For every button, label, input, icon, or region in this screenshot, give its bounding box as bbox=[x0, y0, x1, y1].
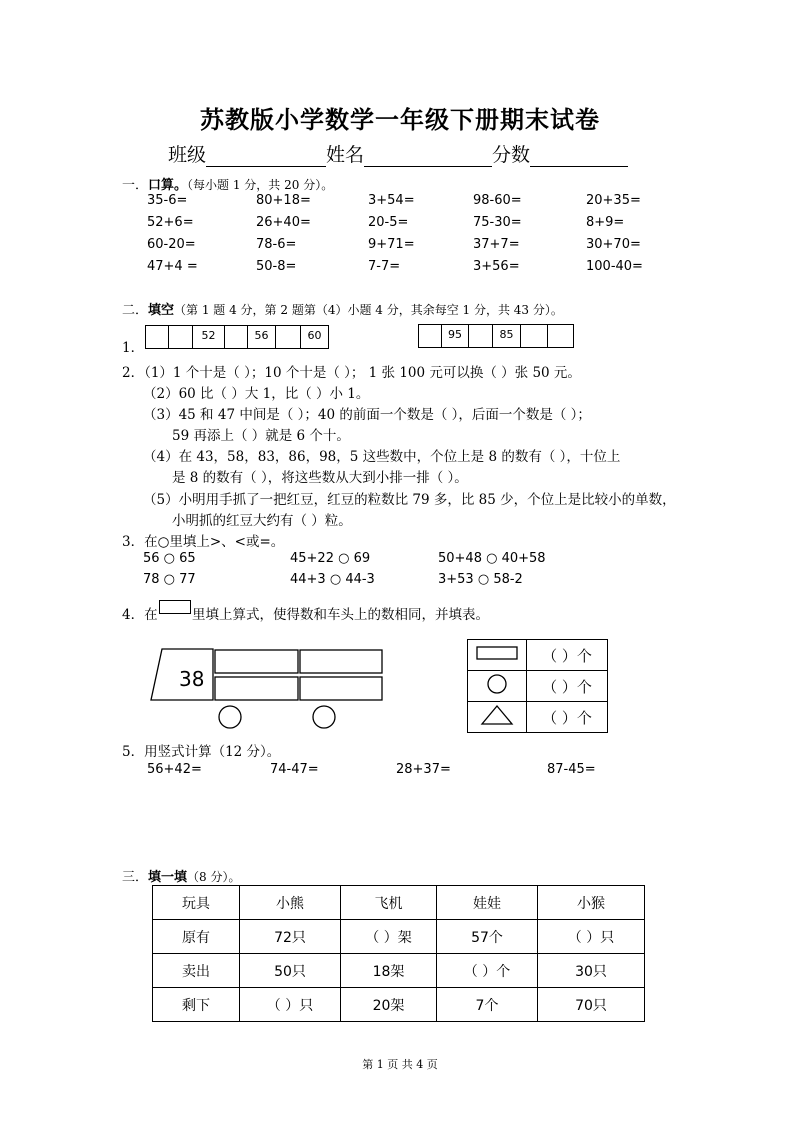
shape-count-cell[interactable]: （ ）个 bbox=[527, 640, 608, 671]
truck-slot bbox=[300, 650, 382, 673]
vertical-calc-item: 56+42= bbox=[147, 762, 202, 777]
section3-heading bbox=[122, 866, 240, 885]
sequence-cell: 85 bbox=[492, 324, 521, 348]
compare-item: 44+3 ○ 44-3 bbox=[290, 572, 375, 587]
calc-item: 80+18= bbox=[256, 193, 311, 208]
calc-item: 20+35= bbox=[586, 193, 641, 208]
section1-title: 口算。 bbox=[148, 178, 188, 193]
page-title: 苏教版小学数学一年级下册期末试卷 bbox=[200, 105, 600, 134]
q2-line-5: （4）在 43，58，83，86，98，5 这些数中，个位上是 8 的数有（ ），十位上 bbox=[143, 449, 621, 465]
vertical-calc-item: 87-45= bbox=[547, 762, 596, 777]
calc-item: 52+6= bbox=[147, 215, 194, 230]
compare-item: 56 ○ 65 bbox=[143, 551, 196, 566]
calc-item: 26+40= bbox=[256, 215, 311, 230]
sequence-cell[interactable] bbox=[418, 324, 442, 348]
table-cell: 70只 bbox=[538, 988, 645, 1022]
table-cell: 小猴 bbox=[538, 886, 645, 920]
calc-item: 7-7= bbox=[368, 259, 401, 274]
calc-item: 100-40= bbox=[586, 259, 643, 274]
table-cell: 20架 bbox=[341, 988, 437, 1022]
table-cell[interactable]: （ ）只 bbox=[240, 988, 341, 1022]
compare-item: 45+22 ○ 69 bbox=[290, 551, 371, 566]
calc-item: 3+54= bbox=[368, 193, 415, 208]
table-row bbox=[153, 988, 645, 1022]
sequence-cell[interactable] bbox=[275, 325, 301, 349]
class-field[interactable] bbox=[206, 148, 326, 167]
circle-icon bbox=[468, 671, 527, 702]
calc-item: 35-6= bbox=[147, 193, 188, 208]
score-field[interactable] bbox=[530, 148, 628, 167]
section3-note: （8 分）。 bbox=[187, 870, 241, 884]
table-cell: 卖出 bbox=[153, 954, 240, 988]
table-cell[interactable]: （ ）个 bbox=[437, 954, 538, 988]
q2-line-7: （5）小明用手抓了一把红豆，红豆的粒数比 79 多，比 85 少，个位上是比较小的单数， bbox=[143, 492, 676, 508]
calc-item: 37+7= bbox=[473, 237, 520, 252]
q2-line-2: （2）60 比（ ）大 1，比（ ）小 1。 bbox=[143, 386, 370, 402]
sequence-cell[interactable] bbox=[168, 325, 193, 349]
student-info-line bbox=[168, 140, 628, 167]
section1-number: 一． bbox=[122, 178, 149, 193]
class-label: 班级 bbox=[168, 144, 207, 166]
truck-wheel bbox=[313, 706, 335, 728]
truck-slot bbox=[215, 677, 298, 700]
table-cell[interactable]: （ ）只 bbox=[538, 920, 645, 954]
calc-item: 9+71= bbox=[368, 237, 415, 252]
calc-item: 50-8= bbox=[256, 259, 297, 274]
q4-suffix: 里填上算式，使得数和车头上的数相同，并填表。 bbox=[192, 607, 489, 623]
compare-item: 3+53 ○ 58-2 bbox=[438, 572, 523, 587]
toy-table bbox=[152, 885, 645, 1022]
table-cell: 30只 bbox=[538, 954, 645, 988]
shape-count-cell[interactable]: （ ）个 bbox=[527, 671, 608, 702]
compare-item: 50+48 ○ 40+58 bbox=[438, 551, 546, 566]
table-row bbox=[153, 954, 645, 988]
q1-label: 1． bbox=[122, 340, 145, 356]
sequence-cell[interactable] bbox=[520, 324, 548, 348]
table-row bbox=[153, 886, 645, 920]
calc-item: 78-6= bbox=[256, 237, 297, 252]
table-cell: 飞机 bbox=[341, 886, 437, 920]
score-label: 分数 bbox=[492, 144, 531, 166]
shape-count-cell[interactable]: （ ）个 bbox=[527, 702, 608, 733]
truck-number: 38 bbox=[179, 667, 205, 691]
page-footer: 第 1 页 共 4 页 bbox=[362, 1058, 438, 1071]
q4-prefix: 4．在 bbox=[122, 607, 158, 623]
name-label: 姓名 bbox=[326, 144, 365, 166]
section3-number: 三． bbox=[122, 870, 149, 885]
table-cell: 7个 bbox=[437, 988, 538, 1022]
table-cell: 18架 bbox=[341, 954, 437, 988]
truck-illustration bbox=[148, 644, 388, 734]
calc-item: 47+4 = bbox=[147, 259, 198, 274]
section1-heading bbox=[122, 174, 333, 193]
rectangle-icon bbox=[468, 640, 527, 671]
section2-heading bbox=[122, 299, 563, 318]
sequence-cell: 60 bbox=[300, 325, 329, 349]
vertical-calc-item: 74-47= bbox=[270, 762, 319, 777]
q2-line-6: 是 8 的数有（ ），将这些数从大到小排一排（ ）。 bbox=[172, 470, 468, 486]
sequence-cell: 52 bbox=[192, 325, 225, 349]
table-cell: 72只 bbox=[240, 920, 341, 954]
sequence-cell: 95 bbox=[441, 324, 469, 348]
table-cell: 原有 bbox=[153, 920, 240, 954]
sequence-cell[interactable] bbox=[224, 325, 248, 349]
calc-item: 75-30= bbox=[473, 215, 522, 230]
q2-line-4: 59 再添上（ ）就是 6 个十。 bbox=[172, 428, 350, 444]
q3-title: 3．在○里填上>、<或=。 bbox=[122, 534, 285, 550]
compare-item: 78 ○ 77 bbox=[143, 572, 196, 587]
q2-line-8: 小明抓的红豆大约有（ ）粒。 bbox=[172, 513, 352, 529]
section3-title: 填一填 bbox=[148, 870, 188, 885]
shape-count-table bbox=[467, 639, 608, 733]
section2-title: 填空 bbox=[148, 303, 175, 318]
answer-box-icon bbox=[159, 600, 191, 614]
q2-line-3: （3）45 和 47 中间是（ ）；40 的前面一个数是（ ），后面一个数是（ ）； bbox=[143, 407, 591, 423]
table-cell: 玩具 bbox=[153, 886, 240, 920]
calc-item: 30+70= bbox=[586, 237, 641, 252]
calc-item: 3+56= bbox=[473, 259, 520, 274]
calc-item: 98-60= bbox=[473, 193, 522, 208]
q2-line-1: 2．（1）1 个十是（ ）；10 个十是（ ）； 1 张 100 元可以换（ ）张 50 元。 bbox=[122, 365, 581, 381]
calc-item: 8+9= bbox=[586, 215, 625, 230]
table-cell: 57个 bbox=[437, 920, 538, 954]
sequence-cell[interactable] bbox=[145, 325, 169, 349]
section2-number: 二． bbox=[122, 303, 149, 318]
sequence-cell[interactable] bbox=[547, 324, 574, 348]
triangle-icon bbox=[468, 702, 527, 733]
section1-note: （每小题 1 分，共 20 分）。 bbox=[187, 178, 334, 192]
table-cell: 剩下 bbox=[153, 988, 240, 1022]
sequence-cell[interactable] bbox=[468, 324, 493, 348]
calc-item: 20-5= bbox=[368, 215, 409, 230]
truck-slot bbox=[300, 677, 382, 700]
vertical-calc-item: 28+37= bbox=[396, 762, 451, 777]
name-field[interactable] bbox=[364, 148, 492, 167]
calc-item: 60-20= bbox=[147, 237, 196, 252]
truck-slot bbox=[215, 650, 298, 673]
table-cell[interactable]: （ ）架 bbox=[341, 920, 437, 954]
section2-note: （第 1 题 4 分，第 2 题第（4）小题 4 分，其余每空 1 分，共 43 分）。 bbox=[174, 303, 563, 317]
table-row bbox=[153, 920, 645, 954]
sequence-cell: 56 bbox=[247, 325, 276, 349]
q5-title: 5．用竖式计算（12 分）。 bbox=[122, 744, 281, 760]
table-cell: 小熊 bbox=[240, 886, 341, 920]
table-cell: 娃娃 bbox=[437, 886, 538, 920]
table-cell: 50只 bbox=[240, 954, 341, 988]
truck-wheel bbox=[219, 706, 241, 728]
